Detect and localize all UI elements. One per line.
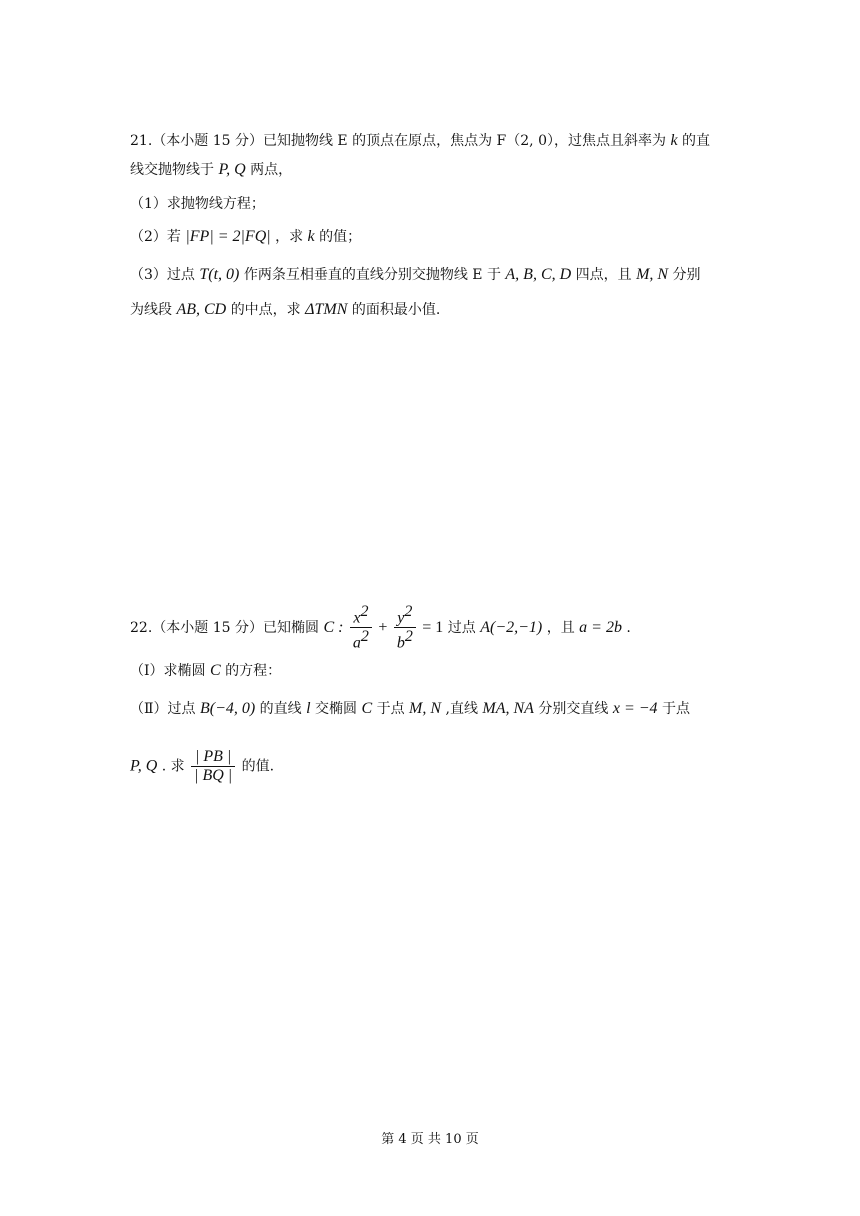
q21-part-3-line-1 — [130, 264, 701, 286]
q21-part3-line2-mid: 的中点，求 — [230, 302, 301, 318]
q21-part-1 — [130, 193, 265, 215]
q21-part-2 — [130, 226, 361, 248]
q22-line-l: l — [306, 700, 311, 717]
q22-condition: a = 2b — [579, 618, 622, 636]
q21-line-1 — [130, 130, 710, 152]
q21-line2-text-end: 两点， — [250, 162, 293, 178]
q22-passes-text: 过点 — [447, 619, 476, 636]
q22-part2-text-2: 交椭圆 — [315, 701, 358, 717]
q22-part2-text: 的直线 — [259, 701, 302, 717]
q22-part2-text-4: ,直线 — [445, 701, 478, 717]
page-footer: 第 4 页 共 10 页 — [381, 1132, 479, 1147]
q22-line-x-eq: x = −4 — [612, 700, 658, 717]
q22-points-pq: P, Q — [130, 757, 158, 775]
q22-part1-var-c: C — [209, 662, 221, 679]
q21-part3-line2-suffix: 的面积最小值. — [351, 302, 441, 318]
q21-segments-ab-cd: AB, CD — [176, 301, 227, 318]
q21-part3-text-2: 四点，且 — [575, 267, 632, 283]
q21-part2-prefix: （2）若 — [130, 229, 181, 245]
q22-part-2-line-2 — [130, 748, 274, 785]
q22-part-2 — [130, 698, 690, 720]
q21-part1-text: （1）求抛物线方程； — [130, 196, 265, 212]
q22-part1-prefix: （Ⅰ）求椭圆 — [130, 663, 206, 679]
q22-equals-one: = 1 — [422, 618, 444, 636]
q21-intro-text-end: 的直 — [682, 133, 710, 149]
q21-part3-line2-prefix: 为线段 — [130, 302, 172, 318]
q22-intro-text: 22.（本小题 15 分）已知椭圆 — [130, 619, 319, 636]
q22-line-1 — [130, 603, 631, 653]
q22-part2-prefix: （Ⅱ）过点 — [130, 701, 196, 717]
q22-points-mn: M, N — [409, 700, 442, 717]
q21-part2-mid: ，求 — [275, 229, 304, 245]
q21-point-t: T(t, 0) — [199, 266, 240, 283]
q21-intro-text: 21.（本小题 15 分）已知抛物线 E 的顶点在原点，焦点为 F（2, 0），过焦点且斜率为 — [130, 133, 666, 149]
q21-part2-suffix: 的值； — [319, 229, 362, 245]
q22-period: . — [626, 619, 631, 636]
q22-part2-text-3: 于点 — [376, 701, 405, 717]
q22-part-1 — [130, 660, 281, 682]
q22-lines-ma-na: MA, NA — [482, 700, 534, 717]
q21-points-abcd: A, B, C, D — [505, 266, 572, 283]
q22-ellipse-label: C : — [323, 618, 344, 636]
q22-ratio-pb-bq: $\frac{| PB |}{| BQ |}$ — [191, 748, 235, 785]
q22-part1-suffix: 的方程： — [225, 663, 282, 679]
q21-points-pq: P, Q — [218, 161, 246, 178]
q21-line-2 — [130, 159, 292, 181]
q22-point-a: A(−2,−1) — [480, 618, 543, 636]
q22-ellipse-c: C — [361, 700, 373, 717]
q22-part2-suffix: 于点 — [662, 701, 691, 717]
q21-part2-var-k: k — [307, 228, 315, 245]
q21-part-3-line-2 — [130, 299, 440, 321]
q21-part3-text-3: 分别 — [672, 267, 701, 283]
q21-part2-equation: |FP| = 2|FQ| — [185, 228, 271, 245]
q22-plus-sign: + — [378, 618, 388, 636]
q21-part3-prefix: （3）过点 — [130, 267, 195, 283]
q22-and-text: ，且 — [546, 619, 575, 636]
q21-points-mn: M, N — [636, 266, 669, 283]
q21-var-k: k — [670, 132, 678, 149]
q21-line2-text: 线交抛物线于 — [130, 162, 214, 178]
q22-value-text: 的值. — [241, 758, 275, 775]
q21-triangle-tmn: ΔTMN — [305, 301, 348, 318]
q22-fraction-x-over-a: $\frac{x^2}{a^2}$ — [350, 603, 372, 653]
q21-part3-text: 作两条互相垂直的直线分别交抛物线 E 于 — [243, 267, 501, 283]
q22-point-b: B(−4, 0) — [199, 700, 256, 717]
q22-part2-text-5: 分别交直线 — [538, 701, 609, 717]
q22-fraction-y-over-b: $\frac{y^2}{b^2}$ — [394, 603, 416, 653]
q22-find-text: . 求 — [161, 758, 185, 775]
